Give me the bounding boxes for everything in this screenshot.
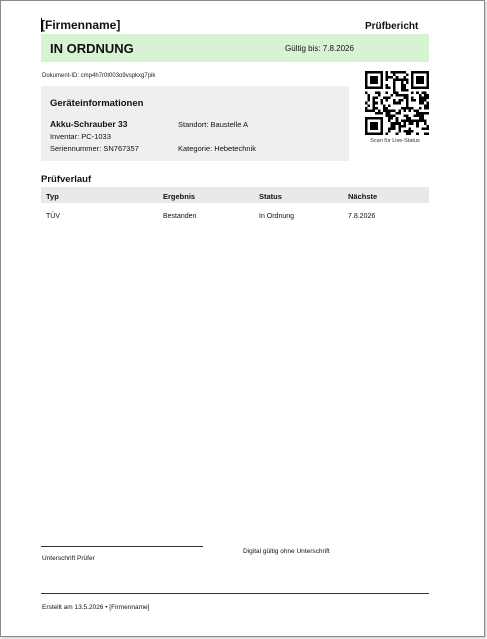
signature-label: Unterschrift Prüfer xyxy=(42,555,95,562)
status-label: IN ORDNUNG xyxy=(50,41,134,56)
table-cell-type: TÜV xyxy=(46,213,60,220)
device-location: Standort: Baustelle A xyxy=(178,120,249,129)
signature-line xyxy=(41,546,203,547)
document-id: Dokument-ID: cmp4h7r0t003o9vspkxg7pik xyxy=(42,73,156,79)
digital-note: Digital gültig ohne Unterschrift xyxy=(243,548,330,555)
valid-until: Gültig bis: 7.8.2026 xyxy=(285,44,354,53)
device-info-title: Geräteinformationen xyxy=(50,98,144,109)
device-inventory: Inventar: PC-1033 xyxy=(50,132,111,141)
device-info-box xyxy=(41,86,349,161)
device-name: Akku-Schrauber 33 xyxy=(50,119,128,129)
device-category: Kategorie: Hebetechnik xyxy=(178,144,256,153)
column-header-type: Typ xyxy=(46,192,59,201)
column-header-status: Status xyxy=(259,192,282,201)
column-header-next: Nächste xyxy=(348,192,378,201)
history-table-header xyxy=(41,187,429,203)
status-banner xyxy=(41,34,429,62)
table-cell-status: In Ordnung xyxy=(259,213,295,220)
footer-divider xyxy=(41,593,429,594)
table-cell-result: Bestanden xyxy=(163,213,197,220)
column-header-result: Ergebnis xyxy=(163,192,196,201)
qr-caption: Scan für Live-Status xyxy=(370,138,420,144)
footer-text: Erstellt am 13.5.2026 • [Firmenname] xyxy=(42,604,150,611)
report-title: Prüfbericht xyxy=(365,21,419,32)
history-title: Prüfverlauf xyxy=(41,174,92,185)
company-name: [Firmenname] xyxy=(41,18,121,32)
table-cell-next: 7.8.2026 xyxy=(348,213,376,220)
qr-code-icon[interactable] xyxy=(365,71,429,135)
device-serial: Seriennummer: SN767357 xyxy=(50,144,139,153)
